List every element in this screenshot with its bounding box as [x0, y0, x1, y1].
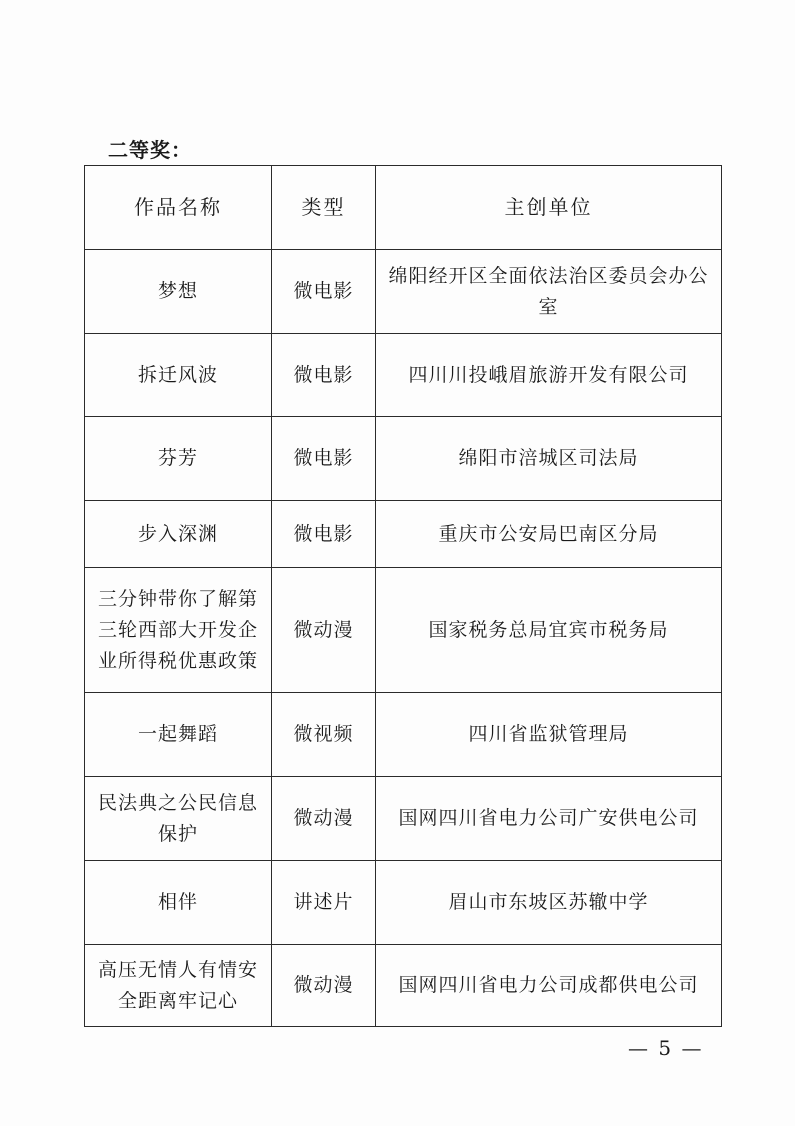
work-type: 微动漫: [272, 945, 376, 1027]
work-unit: 国网四川省电力公司成都供电公司: [376, 945, 722, 1027]
table-row: [85, 501, 722, 568]
header-type: 类型: [272, 166, 376, 250]
header-unit: 主创单位: [376, 166, 722, 250]
table-header-row: [85, 166, 722, 250]
table-row: [85, 417, 722, 501]
work-type: 微电影: [272, 501, 376, 568]
work-unit: 眉山市东坡区苏辙中学: [376, 861, 722, 945]
awards-table: [84, 165, 722, 1027]
work-type: 微动漫: [272, 777, 376, 861]
work-type: 微视频: [272, 693, 376, 777]
table-row: [85, 250, 722, 334]
page-number: — 5 —: [628, 1036, 704, 1060]
work-type: 讲述片: [272, 861, 376, 945]
table-row: [85, 945, 722, 1027]
section-title: 二等奖：: [108, 138, 192, 162]
work-unit: 国网四川省电力公司广安供电公司: [376, 777, 722, 861]
work-name: 相伴: [85, 861, 272, 945]
work-type: 微电影: [272, 417, 376, 501]
table-row: [85, 334, 722, 417]
work-unit: 重庆市公安局巴南区分局: [376, 501, 722, 568]
work-name: 拆迁风波: [85, 334, 272, 417]
work-name: 梦想: [85, 250, 272, 334]
table-row: [85, 861, 722, 945]
work-name: 步入深渊: [85, 501, 272, 568]
work-type: 微电影: [272, 334, 376, 417]
work-unit: 国家税务总局宜宾市税务局: [376, 568, 722, 693]
work-name: 民法典之公民信息保护: [85, 777, 272, 861]
work-unit: 绵阳经开区全面依法治区委员会办公室: [376, 250, 722, 334]
work-name: 芬芳: [85, 417, 272, 501]
work-unit: 四川省监狱管理局: [376, 693, 722, 777]
table-row: [85, 777, 722, 861]
work-type: 微电影: [272, 250, 376, 334]
work-unit: 绵阳市涪城区司法局: [376, 417, 722, 501]
work-name: 一起舞蹈: [85, 693, 272, 777]
work-type: 微动漫: [272, 568, 376, 693]
table-row: [85, 693, 722, 777]
table-row: [85, 568, 722, 693]
work-name: 三分钟带你了解第三轮西部大开发企业所得税优惠政策: [85, 568, 272, 693]
work-unit: 四川川投峨眉旅游开发有限公司: [376, 334, 722, 417]
header-name: 作品名称: [85, 166, 272, 250]
work-name: 高压无情人有情安全距离牢记心: [85, 945, 272, 1027]
